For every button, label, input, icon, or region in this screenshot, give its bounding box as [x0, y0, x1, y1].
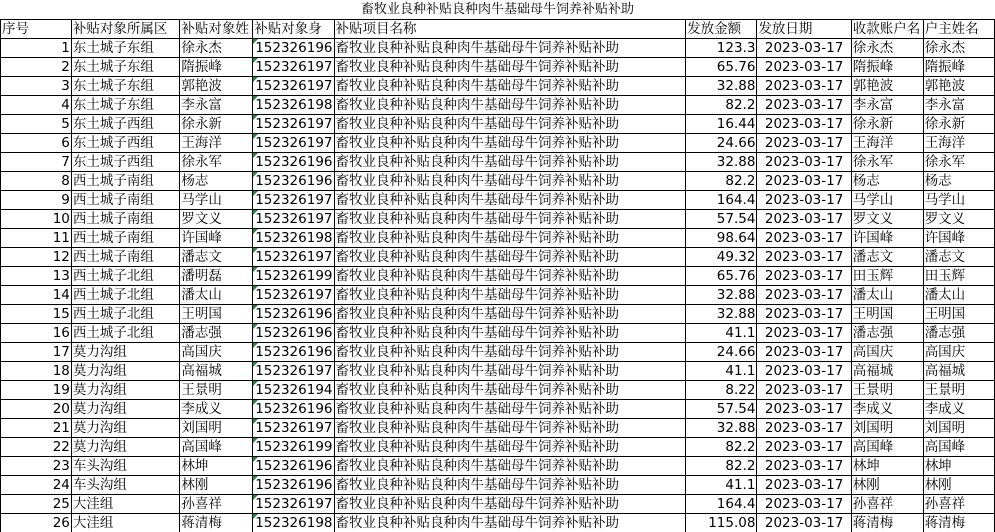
cell-project[interactable]: 畜牧业良种补贴良种肉牛基础母牛饲养补贴补助	[334, 419, 686, 438]
cell-amount[interactable]: 82.2	[686, 172, 757, 191]
cell-date[interactable]: 2023-03-17	[757, 362, 851, 381]
cell-account[interactable]: 王景明	[851, 381, 923, 400]
cell-project[interactable]: 畜牧业良种补贴良种肉牛基础母牛饲养补贴补助	[334, 400, 686, 419]
cell-id[interactable]: 152326197	[253, 286, 334, 305]
cell-account[interactable]: 田玉辉	[851, 267, 923, 286]
cell-id[interactable]: 152326196	[253, 343, 334, 362]
cell-amount[interactable]: 49.32	[686, 248, 757, 267]
cell-name[interactable]: 刘国明	[180, 419, 253, 438]
cell-project[interactable]: 畜牧业良种补贴良种肉牛基础母牛饲养补贴补助	[334, 39, 686, 58]
cell-index[interactable]: 26	[1, 514, 72, 532]
cell-id[interactable]: 152326196	[253, 39, 334, 58]
cell-name[interactable]: 高国庆	[180, 343, 253, 362]
table-row	[1, 191, 995, 210]
header-name[interactable]: 补贴对象姓	[180, 20, 253, 39]
cell-id[interactable]: 152326197	[253, 248, 334, 267]
cell-id[interactable]: 152326197	[253, 362, 334, 381]
cell-householder[interactable]: 孙喜祥	[923, 495, 994, 514]
cell-id[interactable]: 152326196	[253, 153, 334, 172]
cell-area[interactable]: 莫力沟组	[71, 343, 179, 362]
header-account[interactable]: 收款账户名	[851, 20, 923, 39]
cell-date[interactable]: 2023-03-17	[757, 39, 851, 58]
cell-householder[interactable]: 徐永杰	[923, 39, 994, 58]
cell-id[interactable]: 152326196	[253, 400, 334, 419]
cell-date[interactable]: 2023-03-17	[757, 77, 851, 96]
cell-project[interactable]: 畜牧业良种补贴良种肉牛基础母牛饲养补贴补助	[334, 115, 686, 134]
cell-date[interactable]: 2023-03-17	[757, 115, 851, 134]
cell-area[interactable]: 西土城子北组	[71, 305, 179, 324]
cell-date[interactable]: 2023-03-17	[757, 438, 851, 457]
cell-area[interactable]: 莫力沟组	[71, 419, 179, 438]
cell-date[interactable]: 2023-03-17	[757, 400, 851, 419]
cell-project[interactable]: 畜牧业良种补贴良种肉牛基础母牛饲养补贴补助	[334, 476, 686, 495]
cell-account[interactable]: 郭艳波	[851, 77, 923, 96]
cell-householder[interactable]: 王景明	[923, 381, 994, 400]
cell-index[interactable]: 15	[1, 305, 72, 324]
cell-area[interactable]: 莫力沟组	[71, 362, 179, 381]
cell-amount[interactable]: 123.3	[686, 39, 757, 58]
cell-project[interactable]: 畜牧业良种补贴良种肉牛基础母牛饲养补贴补助	[334, 153, 686, 172]
cell-index[interactable]: 10	[1, 210, 72, 229]
cell-name[interactable]: 林坤	[180, 457, 253, 476]
cell-name[interactable]: 徐永军	[180, 153, 253, 172]
cell-householder[interactable]: 高福城	[923, 362, 994, 381]
cell-householder[interactable]: 刘国明	[923, 419, 994, 438]
cell-index[interactable]: 18	[1, 362, 72, 381]
cell-amount[interactable]: 82.2	[686, 96, 757, 115]
cell-id[interactable]: 152326199	[253, 267, 334, 286]
cell-date[interactable]: 2023-03-17	[757, 58, 851, 77]
table-row	[1, 39, 995, 58]
cell-name[interactable]: 潘志文	[180, 248, 253, 267]
cell-account[interactable]: 李永富	[851, 96, 923, 115]
cell-name[interactable]: 徐永新	[180, 115, 253, 134]
cell-account[interactable]: 蒋清梅	[851, 514, 923, 532]
cell-householder[interactable]: 徐永新	[923, 115, 994, 134]
cell-date[interactable]: 2023-03-17	[757, 457, 851, 476]
cell-index[interactable]: 2	[1, 58, 72, 77]
cell-id[interactable]: 152326196	[253, 457, 334, 476]
cell-index[interactable]: 16	[1, 324, 72, 343]
table-row	[1, 115, 995, 134]
table-row	[1, 457, 995, 476]
cell-account[interactable]: 许国峰	[851, 229, 923, 248]
table-row	[1, 514, 995, 532]
cell-index[interactable]: 5	[1, 115, 72, 134]
cell-name[interactable]: 王明国	[180, 305, 253, 324]
cell-date[interactable]: 2023-03-17	[757, 286, 851, 305]
cell-date[interactable]: 2023-03-17	[757, 134, 851, 153]
cell-householder[interactable]: 李成义	[923, 400, 994, 419]
header-id[interactable]: 补贴对象身	[253, 20, 334, 39]
cell-account[interactable]: 潘太山	[851, 286, 923, 305]
cell-area[interactable]: 东土城子东组	[71, 58, 179, 77]
cell-name[interactable]: 高国峰	[180, 438, 253, 457]
cell-name[interactable]: 高福城	[180, 362, 253, 381]
cell-id[interactable]: 152326197	[253, 77, 334, 96]
cell-project[interactable]: 畜牧业良种补贴良种肉牛基础母牛饲养补贴补助	[334, 77, 686, 96]
table-row	[1, 267, 995, 286]
cell-area[interactable]: 东土城子东组	[71, 96, 179, 115]
cell-householder[interactable]: 高国庆	[923, 343, 994, 362]
table-row	[1, 419, 995, 438]
cell-area[interactable]: 东土城子西组	[71, 115, 179, 134]
cell-area[interactable]: 大洼组	[71, 514, 179, 532]
cell-project[interactable]: 畜牧业良种补贴良种肉牛基础母牛饲养补贴补助	[334, 324, 686, 343]
cell-householder[interactable]: 李永富	[923, 96, 994, 115]
cell-amount[interactable]: 82.2	[686, 457, 757, 476]
cell-amount[interactable]: 8.22	[686, 381, 757, 400]
cell-project[interactable]: 畜牧业良种补贴良种肉牛基础母牛饲养补贴补助	[334, 172, 686, 191]
cell-project[interactable]: 畜牧业良种补贴良种肉牛基础母牛饲养补贴补助	[334, 495, 686, 514]
cell-date[interactable]: 2023-03-17	[757, 343, 851, 362]
cell-area[interactable]: 西土城子南组	[71, 172, 179, 191]
cell-index[interactable]: 7	[1, 153, 72, 172]
cell-householder[interactable]: 隋振峰	[923, 58, 994, 77]
cell-index[interactable]: 3	[1, 77, 72, 96]
cell-project[interactable]: 畜牧业良种补贴良种肉牛基础母牛饲养补贴补助	[334, 267, 686, 286]
cell-id[interactable]: 152326197	[253, 210, 334, 229]
cell-id[interactable]: 152326194	[253, 381, 334, 400]
cell-area[interactable]: 东土城子东组	[71, 77, 179, 96]
cell-name[interactable]: 杨志	[180, 172, 253, 191]
cell-id[interactable]: 152326199	[253, 438, 334, 457]
cell-id[interactable]: 152326197	[253, 134, 334, 153]
table-row	[1, 96, 995, 115]
cell-project[interactable]: 畜牧业良种补贴良种肉牛基础母牛饲养补贴补助	[334, 134, 686, 153]
cell-account[interactable]: 王明国	[851, 305, 923, 324]
cell-id[interactable]: 152326196	[253, 305, 334, 324]
cell-householder[interactable]: 潘志文	[923, 248, 994, 267]
cell-amount[interactable]: 41.1	[686, 324, 757, 343]
table-row	[1, 400, 995, 419]
cell-id[interactable]: 152326198	[253, 229, 334, 248]
cell-area[interactable]: 东土城子西组	[71, 134, 179, 153]
cell-area[interactable]: 莫力沟组	[71, 438, 179, 457]
sheet-title: 畜牧业良种补贴良种肉牛基础母牛饲养补贴补助	[360, 2, 634, 17]
header-index[interactable]: 序号	[1, 20, 72, 39]
cell-amount[interactable]: 65.76	[686, 58, 757, 77]
cell-project[interactable]: 畜牧业良种补贴良种肉牛基础母牛饲养补贴补助	[334, 191, 686, 210]
table-row	[1, 286, 995, 305]
cell-project[interactable]: 畜牧业良种补贴良种肉牛基础母牛饲养补贴补助	[334, 438, 686, 457]
cell-project[interactable]: 畜牧业良种补贴良种肉牛基础母牛饲养补贴补助	[334, 305, 686, 324]
cell-householder[interactable]: 田玉辉	[923, 267, 994, 286]
cell-householder[interactable]: 许国峰	[923, 229, 994, 248]
cell-householder[interactable]: 高国峰	[923, 438, 994, 457]
cell-account[interactable]: 徐永军	[851, 153, 923, 172]
cell-id[interactable]: 152326196	[253, 324, 334, 343]
table-row	[1, 476, 995, 495]
cell-index[interactable]: 21	[1, 419, 72, 438]
cell-account[interactable]: 潘志强	[851, 324, 923, 343]
cell-date[interactable]: 2023-03-17	[757, 267, 851, 286]
table-row	[1, 438, 995, 457]
cell-account[interactable]: 王海洋	[851, 134, 923, 153]
cell-account[interactable]: 马学山	[851, 191, 923, 210]
cell-index[interactable]: 20	[1, 400, 72, 419]
cell-date[interactable]: 2023-03-17	[757, 248, 851, 267]
cell-date[interactable]: 2023-03-17	[757, 495, 851, 514]
cell-area[interactable]: 西土城子南组	[71, 229, 179, 248]
cell-project[interactable]: 畜牧业良种补贴良种肉牛基础母牛饲养补贴补助	[334, 362, 686, 381]
cell-area[interactable]: 莫力沟组	[71, 400, 179, 419]
cell-amount[interactable]: 24.66	[686, 343, 757, 362]
cell-date[interactable]: 2023-03-17	[757, 324, 851, 343]
cell-project[interactable]: 畜牧业良种补贴良种肉牛基础母牛饲养补贴补助	[334, 457, 686, 476]
cell-project[interactable]: 畜牧业良种补贴良种肉牛基础母牛饲养补贴补助	[334, 96, 686, 115]
cell-index[interactable]: 1	[1, 39, 72, 58]
cell-project[interactable]: 畜牧业良种补贴良种肉牛基础母牛饲养补贴补助	[334, 381, 686, 400]
cell-amount[interactable]: 24.66	[686, 134, 757, 153]
table-row	[1, 134, 995, 153]
cell-name[interactable]: 潘明磊	[180, 267, 253, 286]
cell-id[interactable]: 152326197	[253, 495, 334, 514]
cell-index[interactable]: 22	[1, 438, 72, 457]
table-row	[1, 362, 995, 381]
cell-id[interactable]: 152326197	[253, 419, 334, 438]
cell-householder[interactable]: 林坤	[923, 457, 994, 476]
cell-area[interactable]: 大洼组	[71, 495, 179, 514]
cell-area[interactable]: 东土城子东组	[71, 39, 179, 58]
cell-account[interactable]: 高国庆	[851, 343, 923, 362]
cell-account[interactable]: 罗文义	[851, 210, 923, 229]
cell-id[interactable]: 152326196	[253, 476, 334, 495]
cell-index[interactable]: 12	[1, 248, 72, 267]
cell-date[interactable]: 2023-03-17	[757, 153, 851, 172]
cell-householder[interactable]: 罗文义	[923, 210, 994, 229]
cell-id[interactable]: 152326196	[253, 172, 334, 191]
cell-name[interactable]: 郭艳波	[180, 77, 253, 96]
cell-project[interactable]: 畜牧业良种补贴良种肉牛基础母牛饲养补贴补助	[334, 229, 686, 248]
cell-area[interactable]: 西土城子南组	[71, 191, 179, 210]
cell-area[interactable]: 车头沟组	[71, 457, 179, 476]
cell-amount[interactable]: 41.1	[686, 362, 757, 381]
cell-name[interactable]: 李成义	[180, 400, 253, 419]
cell-householder[interactable]: 郭艳波	[923, 77, 994, 96]
cell-project[interactable]: 畜牧业良种补贴良种肉牛基础母牛饲养补贴补助	[334, 514, 686, 532]
cell-account[interactable]: 孙喜祥	[851, 495, 923, 514]
cell-amount[interactable]: 115.08	[686, 514, 757, 532]
cell-amount[interactable]: 164.4	[686, 191, 757, 210]
cell-householder[interactable]: 杨志	[923, 172, 994, 191]
cell-area[interactable]: 莫力沟组	[71, 381, 179, 400]
cell-householder[interactable]: 王明国	[923, 305, 994, 324]
cell-area[interactable]: 西土城子北组	[71, 324, 179, 343]
cell-date[interactable]: 2023-03-17	[757, 172, 851, 191]
cell-area[interactable]: 西土城子南组	[71, 210, 179, 229]
cell-name[interactable]: 徐永杰	[180, 39, 253, 58]
cell-id[interactable]: 152326197	[253, 191, 334, 210]
cell-amount[interactable]: 164.4	[686, 495, 757, 514]
header-row	[1, 20, 995, 39]
table-row	[1, 381, 995, 400]
cell-date[interactable]: 2023-03-17	[757, 191, 851, 210]
table-row	[1, 153, 995, 172]
cell-amount[interactable]: 32.88	[686, 286, 757, 305]
cell-area[interactable]: 车头沟组	[71, 476, 179, 495]
cell-id[interactable]: 152326198	[253, 96, 334, 115]
cell-amount[interactable]: 32.88	[686, 153, 757, 172]
cell-name[interactable]: 马学山	[180, 191, 253, 210]
cell-area[interactable]: 东土城子西组	[71, 153, 179, 172]
cell-project[interactable]: 畜牧业良种补贴良种肉牛基础母牛饲养补贴补助	[334, 343, 686, 362]
cell-index[interactable]: 11	[1, 229, 72, 248]
cell-name[interactable]: 李永富	[180, 96, 253, 115]
cell-householder[interactable]: 潘太山	[923, 286, 994, 305]
table-row	[1, 58, 995, 77]
cell-project[interactable]: 畜牧业良种补贴良种肉牛基础母牛饲养补贴补助	[334, 58, 686, 77]
cell-index[interactable]: 17	[1, 343, 72, 362]
cell-name[interactable]: 王海洋	[180, 134, 253, 153]
cell-area[interactable]: 西土城子北组	[71, 286, 179, 305]
cell-date[interactable]: 2023-03-17	[757, 305, 851, 324]
table-row	[1, 305, 995, 324]
cell-name[interactable]: 蒋清梅	[180, 514, 253, 532]
table-row	[1, 210, 995, 229]
cell-amount[interactable]: 57.54	[686, 400, 757, 419]
cell-account[interactable]: 林刚	[851, 476, 923, 495]
cell-amount[interactable]: 65.76	[686, 267, 757, 286]
cell-account[interactable]: 林坤	[851, 457, 923, 476]
cell-account[interactable]: 高福城	[851, 362, 923, 381]
cell-name[interactable]: 潘太山	[180, 286, 253, 305]
cell-account[interactable]: 刘国明	[851, 419, 923, 438]
cell-index[interactable]: 6	[1, 134, 72, 153]
cell-index[interactable]: 4	[1, 96, 72, 115]
cell-account[interactable]: 杨志	[851, 172, 923, 191]
table-row	[1, 495, 995, 514]
cell-project[interactable]: 畜牧业良种补贴良种肉牛基础母牛饲养补贴补助	[334, 286, 686, 305]
cell-name[interactable]: 罗文义	[180, 210, 253, 229]
cell-name[interactable]: 王景明	[180, 381, 253, 400]
cell-name[interactable]: 潘志强	[180, 324, 253, 343]
cell-area[interactable]: 西土城子北组	[71, 267, 179, 286]
cell-amount[interactable]: 98.64	[686, 229, 757, 248]
cell-index[interactable]: 14	[1, 286, 72, 305]
cell-date[interactable]: 2023-03-17	[757, 229, 851, 248]
cell-householder[interactable]: 林刚	[923, 476, 994, 495]
header-area[interactable]: 补贴对象所属区	[71, 20, 179, 39]
cell-account[interactable]: 高国峰	[851, 438, 923, 457]
cell-name[interactable]: 林刚	[180, 476, 253, 495]
cell-index[interactable]: 8	[1, 172, 72, 191]
cell-amount[interactable]: 32.88	[686, 305, 757, 324]
cell-date[interactable]: 2023-03-17	[757, 419, 851, 438]
header-project[interactable]: 补贴项目名称	[334, 20, 686, 39]
cell-id[interactable]: 152326197	[253, 115, 334, 134]
cell-id[interactable]: 152326198	[253, 514, 334, 532]
cell-amount[interactable]: 57.54	[686, 210, 757, 229]
cell-account[interactable]: 隋振峰	[851, 58, 923, 77]
header-date[interactable]: 发放日期	[757, 20, 851, 39]
header-householder[interactable]: 户主姓名	[923, 20, 994, 39]
cell-amount[interactable]: 32.88	[686, 419, 757, 438]
cell-account[interactable]: 李成义	[851, 400, 923, 419]
cell-name[interactable]: 隋振峰	[180, 58, 253, 77]
subsidy-table	[0, 19, 995, 532]
cell-index[interactable]: 25	[1, 495, 72, 514]
cell-index[interactable]: 13	[1, 267, 72, 286]
cell-householder[interactable]: 马学山	[923, 191, 994, 210]
cell-amount[interactable]: 32.88	[686, 77, 757, 96]
cell-project[interactable]: 畜牧业良种补贴良种肉牛基础母牛饲养补贴补助	[334, 210, 686, 229]
cell-date[interactable]: 2023-03-17	[757, 514, 851, 532]
cell-index[interactable]: 24	[1, 476, 72, 495]
cell-name[interactable]: 许国峰	[180, 229, 253, 248]
cell-date[interactable]: 2023-03-17	[757, 96, 851, 115]
cell-date[interactable]: 2023-03-17	[757, 476, 851, 495]
cell-householder[interactable]: 徐永军	[923, 153, 994, 172]
cell-index[interactable]: 19	[1, 381, 72, 400]
cell-account[interactable]: 潘志文	[851, 248, 923, 267]
cell-id[interactable]: 152326197	[253, 58, 334, 77]
cell-amount[interactable]: 16.44	[686, 115, 757, 134]
table-row	[1, 324, 995, 343]
cell-account[interactable]: 徐永新	[851, 115, 923, 134]
cell-date[interactable]: 2023-03-17	[757, 210, 851, 229]
cell-amount[interactable]: 41.1	[686, 476, 757, 495]
cell-index[interactable]: 9	[1, 191, 72, 210]
table-row	[1, 229, 995, 248]
cell-name[interactable]: 孙喜祥	[180, 495, 253, 514]
cell-account[interactable]: 徐永杰	[851, 39, 923, 58]
cell-householder[interactable]: 王海洋	[923, 134, 994, 153]
cell-project[interactable]: 畜牧业良种补贴良种肉牛基础母牛饲养补贴补助	[334, 248, 686, 267]
cell-area[interactable]: 西土城子南组	[71, 248, 179, 267]
cell-index[interactable]: 23	[1, 457, 72, 476]
cell-date[interactable]: 2023-03-17	[757, 381, 851, 400]
header-amount[interactable]: 发放金额	[686, 20, 757, 39]
table-row	[1, 172, 995, 191]
cell-householder[interactable]: 潘志强	[923, 324, 994, 343]
table-row	[1, 248, 995, 267]
table-row	[1, 77, 995, 96]
cell-amount[interactable]: 82.2	[686, 438, 757, 457]
cell-householder[interactable]: 蒋清梅	[923, 514, 994, 532]
table-row	[1, 343, 995, 362]
